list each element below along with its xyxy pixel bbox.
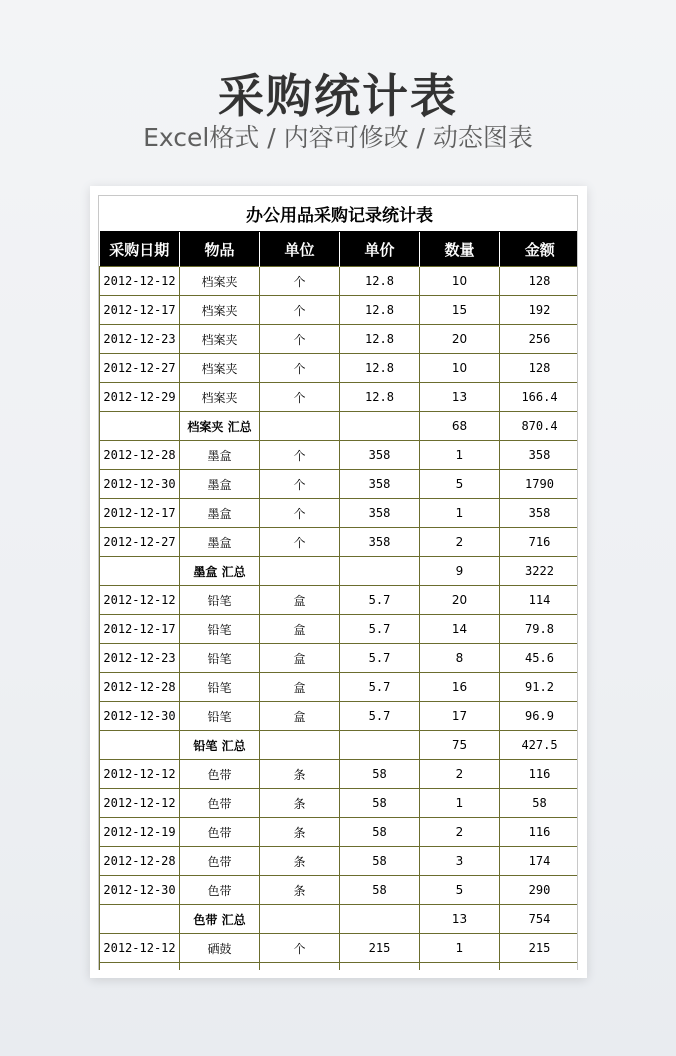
- cell-empty: [180, 963, 260, 971]
- table-row: [100, 876, 579, 905]
- summary-row: [100, 557, 579, 586]
- cell-unit-price[interactable]: 5.7: [340, 702, 420, 731]
- cell-unit-price[interactable]: [340, 731, 420, 760]
- cell-quantity[interactable]: 2: [420, 760, 500, 789]
- cell-unit[interactable]: 个: [260, 296, 340, 325]
- cell-unit-price[interactable]: 5.7: [340, 644, 420, 673]
- cell-unit-price[interactable]: 12.8: [340, 383, 420, 412]
- cell-unit-price[interactable]: [340, 557, 420, 586]
- cell-date[interactable]: 2012-12-23: [100, 644, 180, 673]
- cell-unit-price[interactable]: 358: [340, 470, 420, 499]
- table-row: [100, 586, 579, 615]
- cell-item[interactable]: 档案夹: [180, 296, 260, 325]
- cell-quantity[interactable]: 5: [420, 470, 500, 499]
- cell-quantity[interactable]: 5: [420, 876, 500, 905]
- cell-quantity[interactable]: 20: [420, 325, 500, 354]
- cell-date[interactable]: 2012-12-30: [100, 876, 180, 905]
- cell-unit[interactable]: 个: [260, 499, 340, 528]
- table-row: [100, 818, 579, 847]
- cell-unit[interactable]: 个: [260, 470, 340, 499]
- cell-date[interactable]: 2012-12-28: [100, 441, 180, 470]
- table-row: [100, 267, 579, 296]
- table-row: [100, 325, 579, 354]
- table-row: [100, 470, 579, 499]
- cell-amount[interactable]: 192: [500, 296, 579, 325]
- cell-unit-price[interactable]: 58: [340, 847, 420, 876]
- cell-item[interactable]: 色带 汇总: [180, 905, 260, 934]
- summary-row: [100, 412, 579, 441]
- cell-unit[interactable]: 个: [260, 441, 340, 470]
- cell-date[interactable]: 2012-12-29: [100, 383, 180, 412]
- cell-item[interactable]: 档案夹: [180, 325, 260, 354]
- cell-date[interactable]: [100, 731, 180, 760]
- cell-date[interactable]: [100, 412, 180, 441]
- cell-date[interactable]: 2012-12-28: [100, 673, 180, 702]
- cell-quantity[interactable]: 1: [420, 934, 500, 963]
- cell-date[interactable]: 2012-12-19: [100, 818, 180, 847]
- cell-empty: [260, 963, 340, 971]
- cell-unit[interactable]: 条: [260, 818, 340, 847]
- cell-date[interactable]: 2012-12-12: [100, 760, 180, 789]
- cell-date[interactable]: 2012-12-12: [100, 789, 180, 818]
- cell-unit-price[interactable]: 358: [340, 441, 420, 470]
- cell-unit-price[interactable]: 58: [340, 789, 420, 818]
- cell-unit[interactable]: 个: [260, 528, 340, 557]
- cell-date[interactable]: 2012-12-12: [100, 934, 180, 963]
- summary-row: [100, 905, 579, 934]
- cell-date[interactable]: 2012-12-12: [100, 586, 180, 615]
- cell-amount[interactable]: 427.5: [500, 731, 579, 760]
- cell-item[interactable]: 色带: [180, 818, 260, 847]
- cell-amount[interactable]: 128: [500, 354, 579, 383]
- cell-item[interactable]: 铅笔: [180, 644, 260, 673]
- table-row: [100, 702, 579, 731]
- cell-amount[interactable]: 256: [500, 325, 579, 354]
- cell-date[interactable]: 2012-12-12: [100, 267, 180, 296]
- cell-unit[interactable]: 条: [260, 847, 340, 876]
- cell-unit[interactable]: 盒: [260, 586, 340, 615]
- cell-amount[interactable]: 290: [500, 876, 579, 905]
- table-row: [100, 296, 579, 325]
- cell-amount[interactable]: 716: [500, 528, 579, 557]
- cell-quantity[interactable]: 13: [420, 383, 500, 412]
- cell-date[interactable]: 2012-12-28: [100, 847, 180, 876]
- sheet-title: 办公用品采购记录统计表: [100, 196, 579, 232]
- cell-amount[interactable]: 79.8: [500, 615, 579, 644]
- cell-quantity[interactable]: 2: [420, 818, 500, 847]
- cell-amount[interactable]: 96.9: [500, 702, 579, 731]
- cell-quantity[interactable]: 16: [420, 673, 500, 702]
- cell-unit[interactable]: 盒: [260, 673, 340, 702]
- table-row: [100, 383, 579, 412]
- cell-unit-price[interactable]: 58: [340, 818, 420, 847]
- cell-amount[interactable]: 358: [500, 499, 579, 528]
- cell-amount[interactable]: 3222: [500, 557, 579, 586]
- cell-item[interactable]: 墨盒: [180, 441, 260, 470]
- cell-item[interactable]: 铅笔: [180, 586, 260, 615]
- cell-empty: [100, 963, 180, 971]
- cell-quantity[interactable]: 1: [420, 789, 500, 818]
- cell-unit-price[interactable]: 215: [340, 934, 420, 963]
- cell-amount[interactable]: 91.2: [500, 673, 579, 702]
- cell-empty: [500, 963, 579, 971]
- cell-unit-price[interactable]: [340, 412, 420, 441]
- cell-date[interactable]: [100, 905, 180, 934]
- cell-quantity[interactable]: 15: [420, 296, 500, 325]
- cell-unit[interactable]: 盒: [260, 615, 340, 644]
- cell-quantity[interactable]: 68: [420, 412, 500, 441]
- cell-amount[interactable]: 754: [500, 905, 579, 934]
- cell-unit-price[interactable]: 5.7: [340, 673, 420, 702]
- cell-empty: [340, 963, 420, 971]
- cell-amount[interactable]: 114: [500, 586, 579, 615]
- cell-date[interactable]: 2012-12-27: [100, 354, 180, 383]
- cell-unit[interactable]: 盒: [260, 702, 340, 731]
- cell-unit[interactable]: 个: [260, 325, 340, 354]
- cell-unit-price[interactable]: 12.8: [340, 296, 420, 325]
- cell-item[interactable]: 色带: [180, 760, 260, 789]
- cell-quantity[interactable]: 8: [420, 644, 500, 673]
- cell-date[interactable]: 2012-12-30: [100, 470, 180, 499]
- cell-item[interactable]: 墨盒 汇总: [180, 557, 260, 586]
- cell-date[interactable]: 2012-12-23: [100, 325, 180, 354]
- cell-unit[interactable]: 个: [260, 267, 340, 296]
- cell-quantity[interactable]: 9: [420, 557, 500, 586]
- table-row: [100, 354, 579, 383]
- cell-unit-price[interactable]: 5.7: [340, 586, 420, 615]
- cell-unit[interactable]: [260, 731, 340, 760]
- cell-unit-price[interactable]: 12.8: [340, 267, 420, 296]
- cell-quantity[interactable]: 17: [420, 702, 500, 731]
- cell-unit-price[interactable]: 58: [340, 876, 420, 905]
- cell-item[interactable]: 档案夹 汇总: [180, 412, 260, 441]
- cell-date[interactable]: 2012-12-27: [100, 528, 180, 557]
- column-header-unit: 单位: [260, 232, 340, 267]
- cell-unit[interactable]: 条: [260, 760, 340, 789]
- cell-quantity[interactable]: 14: [420, 615, 500, 644]
- cell-amount[interactable]: 166.4: [500, 383, 579, 412]
- cell-unit-price[interactable]: 12.8: [340, 354, 420, 383]
- cell-quantity[interactable]: 10: [420, 267, 500, 296]
- summary-row: [100, 731, 579, 760]
- cell-unit[interactable]: [260, 905, 340, 934]
- cell-unit-price[interactable]: 58: [340, 760, 420, 789]
- table-row: [100, 760, 579, 789]
- cell-unit[interactable]: 条: [260, 876, 340, 905]
- cell-amount[interactable]: 1790: [500, 470, 579, 499]
- column-header-row: [100, 232, 579, 267]
- cell-amount[interactable]: 215: [500, 934, 579, 963]
- cell-date[interactable]: 2012-12-17: [100, 296, 180, 325]
- table-row: [100, 847, 579, 876]
- cell-unit-price[interactable]: [340, 905, 420, 934]
- cell-unit[interactable]: [260, 412, 340, 441]
- cell-amount[interactable]: 358: [500, 441, 579, 470]
- cell-unit[interactable]: 条: [260, 789, 340, 818]
- table-row: [100, 934, 579, 963]
- cell-quantity[interactable]: 1: [420, 441, 500, 470]
- cell-date[interactable]: [100, 557, 180, 586]
- cell-amount[interactable]: 870.4: [500, 412, 579, 441]
- cell-quantity[interactable]: 3: [420, 847, 500, 876]
- cell-amount[interactable]: 174: [500, 847, 579, 876]
- cell-unit-price[interactable]: 358: [340, 528, 420, 557]
- cell-amount[interactable]: 116: [500, 818, 579, 847]
- cell-item[interactable]: 档案夹: [180, 267, 260, 296]
- spreadsheet-preview-card: [90, 186, 587, 978]
- page-subtitle: Excel格式 / 内容可修改 / 动态图表: [143, 123, 533, 152]
- cell-item[interactable]: 铅笔: [180, 702, 260, 731]
- cell-quantity[interactable]: 75: [420, 731, 500, 760]
- cell-item[interactable]: 墨盒: [180, 470, 260, 499]
- cell-unit-price[interactable]: 358: [340, 499, 420, 528]
- column-header-quantity: 数量: [420, 232, 500, 267]
- cell-unit[interactable]: [260, 557, 340, 586]
- cell-amount[interactable]: 58: [500, 789, 579, 818]
- cell-date[interactable]: 2012-12-30: [100, 702, 180, 731]
- table-body: [100, 267, 579, 971]
- cell-quantity[interactable]: 13: [420, 905, 500, 934]
- cell-date[interactable]: 2012-12-17: [100, 615, 180, 644]
- cell-item[interactable]: 档案夹: [180, 354, 260, 383]
- cell-unit[interactable]: 个: [260, 934, 340, 963]
- cell-amount[interactable]: 128: [500, 267, 579, 296]
- cell-item[interactable]: 档案夹: [180, 383, 260, 412]
- cell-unit-price[interactable]: 12.8: [340, 325, 420, 354]
- column-header-date: 采购日期: [100, 232, 180, 267]
- table-row: [100, 528, 579, 557]
- table-row-partial: [100, 963, 579, 971]
- cell-item[interactable]: 墨盒: [180, 528, 260, 557]
- cell-item[interactable]: 铅笔: [180, 615, 260, 644]
- cell-empty: [420, 963, 500, 971]
- cell-quantity[interactable]: 20: [420, 586, 500, 615]
- column-header-unit-price: 单价: [340, 232, 420, 267]
- cell-item[interactable]: 铅笔: [180, 673, 260, 702]
- table-row: [100, 499, 579, 528]
- cell-quantity[interactable]: 10: [420, 354, 500, 383]
- cell-item[interactable]: 色带: [180, 789, 260, 818]
- page-title: 采购统计表: [218, 69, 458, 123]
- cell-quantity[interactable]: 2: [420, 528, 500, 557]
- table-row: [100, 615, 579, 644]
- cell-quantity[interactable]: 1: [420, 499, 500, 528]
- cell-date[interactable]: 2012-12-17: [100, 499, 180, 528]
- table-row: [100, 673, 579, 702]
- cell-amount[interactable]: 45.6: [500, 644, 579, 673]
- spreadsheet: [98, 195, 578, 970]
- table-row: [100, 789, 579, 818]
- column-header-item: 物品: [180, 232, 260, 267]
- cell-unit[interactable]: 个: [260, 354, 340, 383]
- column-header-amount: 金额: [500, 232, 579, 267]
- table-row: [100, 441, 579, 470]
- purchase-record-table: [99, 196, 578, 970]
- cell-item[interactable]: 墨盒: [180, 499, 260, 528]
- table-row: [100, 644, 579, 673]
- cell-unit[interactable]: 盒: [260, 644, 340, 673]
- cell-unit-price[interactable]: 5.7: [340, 615, 420, 644]
- cell-item[interactable]: 硒鼓: [180, 934, 260, 963]
- cell-unit[interactable]: 个: [260, 383, 340, 412]
- cell-item[interactable]: 色带: [180, 876, 260, 905]
- cell-amount[interactable]: 116: [500, 760, 579, 789]
- cell-item[interactable]: 色带: [180, 847, 260, 876]
- cell-item[interactable]: 铅笔 汇总: [180, 731, 260, 760]
